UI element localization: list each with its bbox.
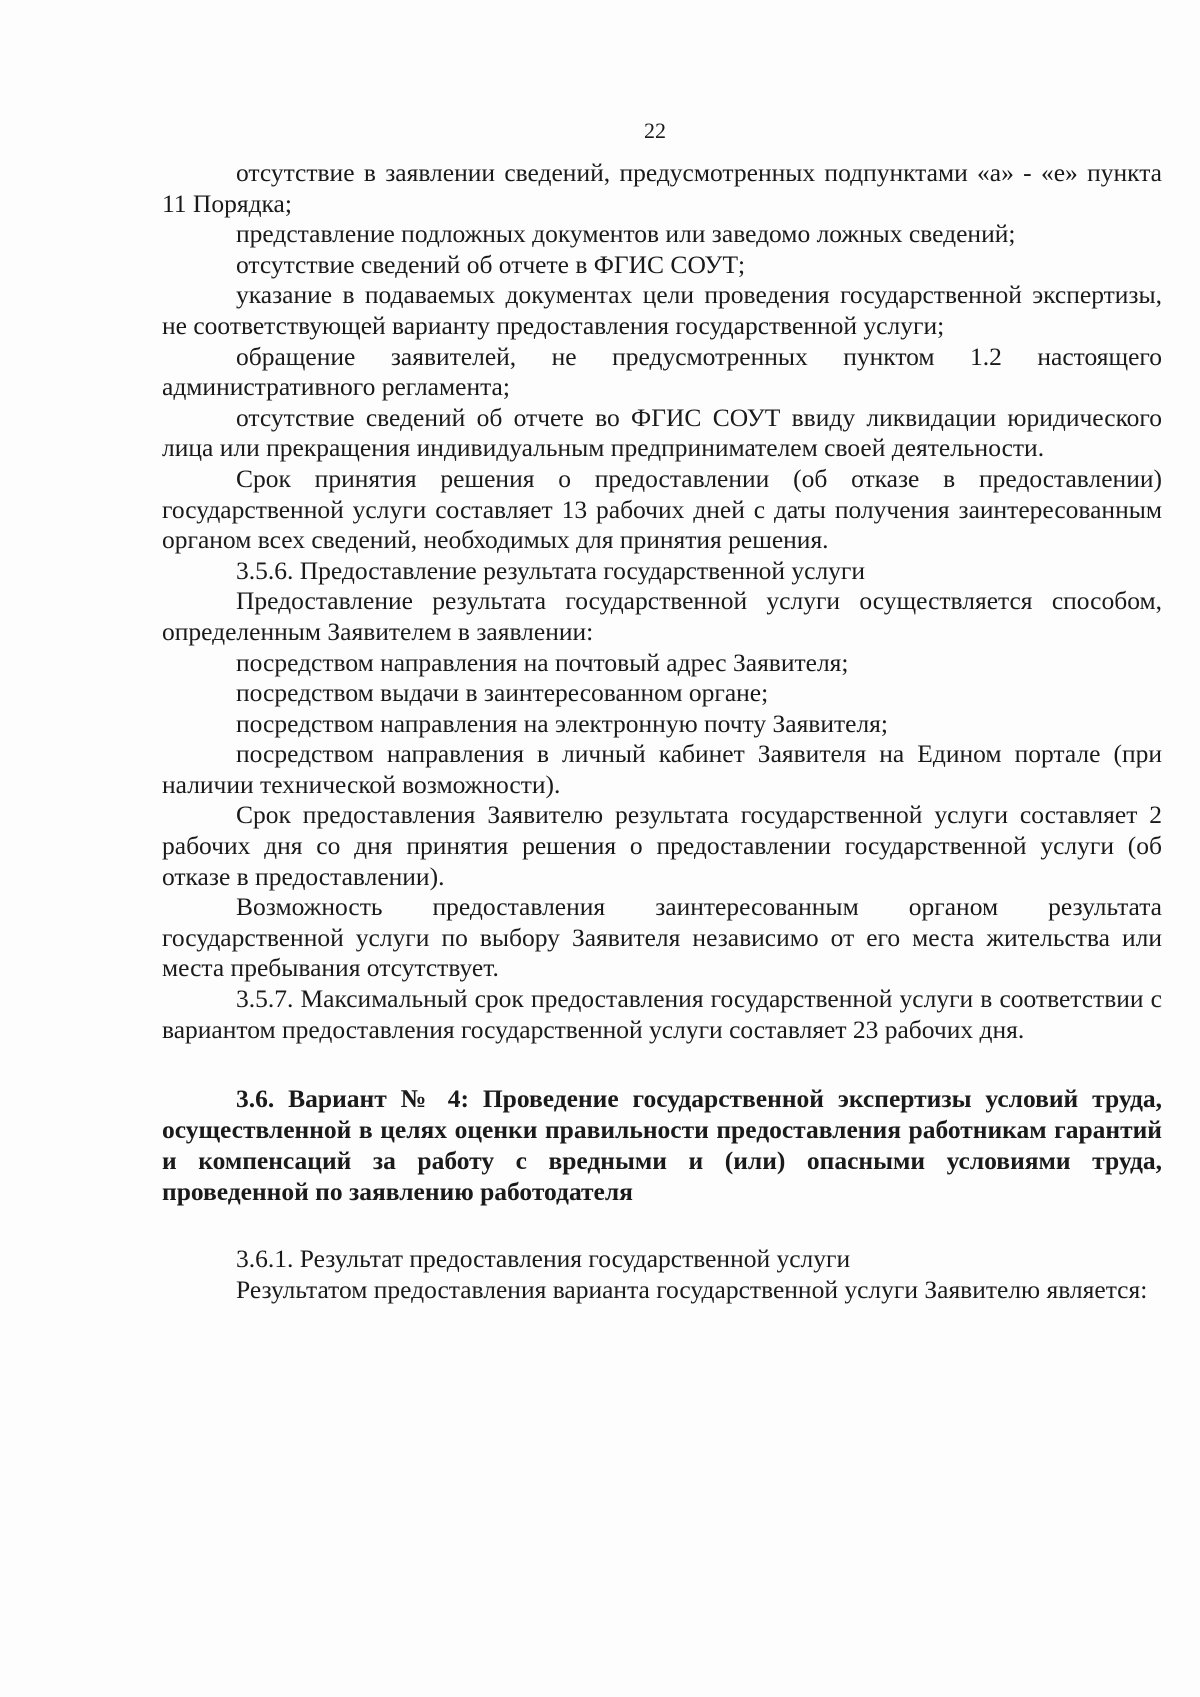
section-3-6-1-title: 3.6.1. Результат предоставления государственной услуги <box>236 1244 851 1274</box>
page-number: 22 <box>644 118 666 143</box>
document-body <box>162 158 1162 1305</box>
list-item-in-person: посредством выдачи в заинтересованном органе; <box>236 678 769 708</box>
paragraph-result-method: Предоставление результата государственной услуги осуществляется способом, определенным Заявителем в заявлении: <box>162 586 1162 646</box>
paragraph-no-report: отсутствие сведений об отчете в ФГИС СОУТ; <box>236 249 746 279</box>
list-item-email: посредством направления на электронную почту Заявителя; <box>236 708 888 738</box>
paragraph-result-is: Результатом предоставления варианта государственной услуги Заявителю является: <box>236 1274 1148 1304</box>
paragraph-extraterritorial: Возможность предоставления заинтересованным органом результата государственной услуги по выбору Заявителя независимо от его места жительства или места пребывания отсутствует. <box>162 892 1162 983</box>
paragraph-wrong-purpose: указание в подаваемых документах цели проведения государственной экспертизы, не соответствующей варианту предоставления государственной услуги; <box>162 280 1162 340</box>
paragraph-wrong-applicants: обращение заявителей, не предусмотренных пунктом 1.2 настоящего административного регламента; <box>162 341 1162 402</box>
list-item-postal: посредством направления на почтовый адрес Заявителя; <box>236 647 849 677</box>
paragraph-liquidation: отсутствие сведений об отчете во ФГИС СОУТ ввиду ликвидации юридического лица или прекращения индивидуальным предпринимателем своей деятельности. <box>162 402 1162 463</box>
list-item-portal: посредством направления в личный кабинет Заявителя на Едином портале (при наличии технической возможности). <box>162 739 1162 799</box>
paragraph-decision-term: Срок принятия решения о предоставлении (об отказе в предоставлении) государственной услуги составляет 13 рабочих дней с даты получения заинтересованным органом всех сведений, необходимых для принятия решения. <box>162 463 1162 555</box>
section-3-5-7: 3.5.7. Максимальный срок предоставления государственной услуги в соответствии с вариантом предоставления государственной услуги составляет 23 рабочих дня. <box>162 984 1162 1044</box>
section-3-5-6-title: 3.5.6. Предоставление результата государственной услуги <box>236 555 866 585</box>
section-3-6-heading: 3.6. Вариант № 4: Проведение государственной экспертизы условий труда, осуществленной в целях оценки правильности предоставления работникам гарантий и компенсаций за работу с вредными и (или) опасными условиями труда, проведенной по заявлению работодателя <box>162 1084 1162 1207</box>
paragraph-delivery-term: Срок предоставления Заявителю результата государственной услуги составляет 2 рабочих дня со дня принятия решения о предоставлении государственной услуги (об отказе в предоставлении). <box>162 800 1162 891</box>
paragraph-missing-info: отсутствие в заявлении сведений, предусмотренных подпунктами «а» - «е» пункта 11 Порядка; <box>162 158 1162 218</box>
paragraph-forged-documents: представление подложных документов или заведомо ложных сведений; <box>236 219 1016 249</box>
